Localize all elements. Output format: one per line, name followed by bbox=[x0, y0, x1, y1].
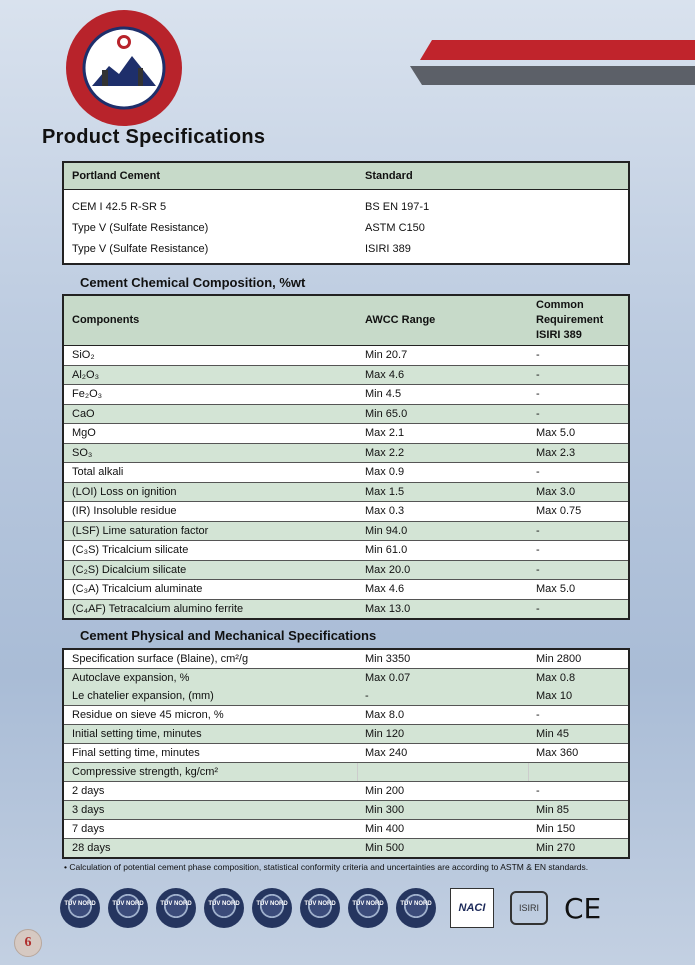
awcc-value: Max 8.0 bbox=[357, 706, 528, 725]
col-header-portland-cement: Portland Cement bbox=[63, 162, 357, 190]
awcc-value: Max 4.6 bbox=[357, 580, 528, 600]
requirement-value: Max 360 bbox=[528, 744, 629, 763]
property: 3 days bbox=[63, 801, 357, 820]
table-row bbox=[63, 763, 629, 782]
awcc-value: Min 120 bbox=[357, 725, 528, 744]
component: (LOI) Loss on ignition bbox=[63, 482, 357, 502]
tuv-certificate-icon: TÜV NORD bbox=[252, 888, 292, 928]
awcc-value: Max 0.9 bbox=[357, 463, 528, 483]
table-row bbox=[63, 782, 629, 801]
property: Le chatelier expansion, (mm) bbox=[63, 687, 357, 706]
table-row bbox=[63, 580, 629, 600]
cement-type: Type V (Sulfate Resistance) bbox=[72, 242, 209, 255]
requirement-value: - bbox=[528, 541, 629, 561]
component: Al₂O₃ bbox=[63, 365, 357, 385]
awcc-value: Max 2.1 bbox=[357, 424, 528, 444]
header-stripe-red bbox=[420, 40, 695, 60]
col-header-components: Components bbox=[63, 295, 357, 346]
requirement-value: Max 3.0 bbox=[528, 482, 629, 502]
requirement-value: Max 5.0 bbox=[528, 580, 629, 600]
table-row bbox=[63, 385, 629, 405]
property: Specification surface (Blaine), cm²/g bbox=[63, 649, 357, 669]
table-row bbox=[63, 502, 629, 522]
table-row bbox=[63, 365, 629, 385]
table-row bbox=[63, 443, 629, 463]
ce-mark-icon: CE bbox=[564, 891, 602, 925]
tuv-certificate-icon: TÜV NORD bbox=[60, 888, 100, 928]
awcc-value: - bbox=[357, 687, 528, 706]
component: (C₃A) Tricalcium aluminate bbox=[63, 580, 357, 600]
tuv-certificate-icon: TÜV NORD bbox=[204, 888, 244, 928]
requirement-value: - bbox=[528, 385, 629, 405]
tuv-certificate-icon: TÜV NORD bbox=[348, 888, 388, 928]
physical-table bbox=[62, 648, 630, 859]
table-row bbox=[63, 669, 629, 688]
awcc-value: Max 0.3 bbox=[357, 502, 528, 522]
component: (C₄AF) Tetracalcium alumino ferrite bbox=[63, 599, 357, 619]
table-row bbox=[63, 346, 629, 366]
table-row bbox=[63, 839, 629, 859]
chemical-table bbox=[62, 294, 630, 620]
tuv-certificate-icon: TÜV NORD bbox=[108, 888, 148, 928]
table-row bbox=[63, 820, 629, 839]
tuv-certificate-icon: TÜV NORD bbox=[396, 888, 436, 928]
component: SiO₂ bbox=[63, 346, 357, 366]
naci-logo-icon: NACI bbox=[450, 888, 494, 928]
property: Residue on sieve 45 micron, % bbox=[63, 706, 357, 725]
table-row bbox=[63, 482, 629, 502]
requirement-value: - bbox=[528, 560, 629, 580]
table-row bbox=[63, 521, 629, 541]
component: Total alkali bbox=[63, 463, 357, 483]
requirement-value bbox=[528, 763, 629, 782]
col-header-common-requirement: Common Requirement ISIRI 389 bbox=[528, 295, 629, 346]
awcc-value: Max 0.07 bbox=[357, 669, 528, 688]
awcc-value: Max 2.2 bbox=[357, 443, 528, 463]
standards-table bbox=[62, 161, 630, 265]
footnote bbox=[64, 862, 588, 872]
table-row bbox=[63, 404, 629, 424]
awcc-value: Min 300 bbox=[357, 801, 528, 820]
cement-type: CEM I 42.5 R-SR 5 bbox=[72, 200, 167, 213]
awcc-value: Max 4.6 bbox=[357, 365, 528, 385]
component: (IR) Insoluble residue bbox=[63, 502, 357, 522]
requirement-value: Min 45 bbox=[528, 725, 629, 744]
requirement-value: - bbox=[528, 346, 629, 366]
table-row bbox=[63, 687, 629, 706]
requirement-value: Min 2800 bbox=[528, 649, 629, 669]
awcc-value: Max 240 bbox=[357, 744, 528, 763]
property: 2 days bbox=[63, 782, 357, 801]
component: CaO bbox=[63, 404, 357, 424]
awcc-value: Max 20.0 bbox=[357, 560, 528, 580]
physical-section-title: Cement Physical and Mechanical Specifications bbox=[80, 628, 377, 643]
component: Fe₂O₃ bbox=[63, 385, 357, 405]
requirement-value: - bbox=[528, 521, 629, 541]
awcc-value: Min 94.0 bbox=[357, 521, 528, 541]
chemical-section-title: Cement Chemical Composition, %wt bbox=[80, 275, 306, 290]
requirement-value: Min 150 bbox=[528, 820, 629, 839]
certification-badges bbox=[60, 884, 601, 932]
requirement-value: - bbox=[528, 782, 629, 801]
component: (LSF) Lime saturation factor bbox=[63, 521, 357, 541]
component: (C₂S) Dicalcium silicate bbox=[63, 560, 357, 580]
requirement-value: - bbox=[528, 365, 629, 385]
requirement-value: Max 0.75 bbox=[528, 502, 629, 522]
table-row bbox=[63, 541, 629, 561]
page-title: Product Specifications bbox=[42, 126, 266, 148]
awcc-value: Min 200 bbox=[357, 782, 528, 801]
awcc-value: Min 61.0 bbox=[357, 541, 528, 561]
page-number: 6 bbox=[14, 929, 42, 957]
table-row bbox=[63, 744, 629, 763]
requirement-value: Max 10 bbox=[528, 687, 629, 706]
requirement-value: Max 5.0 bbox=[528, 424, 629, 444]
component: MgO bbox=[63, 424, 357, 444]
table-row bbox=[63, 463, 629, 483]
isiri-mark-icon: ISIRI bbox=[510, 891, 548, 925]
awcc-value: Min 4.5 bbox=[357, 385, 528, 405]
awcc-value: Min 400 bbox=[357, 820, 528, 839]
requirement-value: - bbox=[528, 404, 629, 424]
tuv-certificate-icon: TÜV NORD bbox=[156, 888, 196, 928]
requirement-value: Max 0.8 bbox=[528, 669, 629, 688]
cement-type: Type V (Sulfate Resistance) bbox=[72, 221, 209, 234]
table-row bbox=[63, 706, 629, 725]
awcc-value: Min 3350 bbox=[357, 649, 528, 669]
awcc-value: Min 500 bbox=[357, 839, 528, 859]
standard: ISIRI 389 bbox=[365, 242, 411, 255]
col-header-awcc-range: AWCC Range bbox=[357, 295, 528, 346]
table-row bbox=[63, 424, 629, 444]
property: Initial setting time, minutes bbox=[63, 725, 357, 744]
header-stripe-grey bbox=[410, 66, 695, 85]
table-row bbox=[63, 725, 629, 744]
standard: ASTM C150 bbox=[365, 221, 425, 234]
property: 28 days bbox=[63, 839, 357, 859]
bullet-icon: • bbox=[64, 862, 67, 872]
table-row bbox=[63, 649, 629, 669]
property: 7 days bbox=[63, 820, 357, 839]
requirement-value: - bbox=[528, 463, 629, 483]
awcc-value: Min 65.0 bbox=[357, 404, 528, 424]
tuv-certificate-icon: TÜV NORD bbox=[300, 888, 340, 928]
requirement-value: Max 2.3 bbox=[528, 443, 629, 463]
awcc-value: Max 13.0 bbox=[357, 599, 528, 619]
component: SO₃ bbox=[63, 443, 357, 463]
footnote-text: Calculation of potential cement phase composition, statistical conformity criteria and uncertainties are according to ASTM & EN standards. bbox=[69, 862, 589, 872]
requirement-value: - bbox=[528, 599, 629, 619]
awcc-value: Max 1.5 bbox=[357, 482, 528, 502]
awcc-value: Min 20.7 bbox=[357, 346, 528, 366]
requirement-value: Min 85 bbox=[528, 801, 629, 820]
company-logo bbox=[64, 8, 184, 128]
col-header-standard: Standard bbox=[357, 162, 629, 190]
property: Compressive strength, kg/cm² bbox=[63, 763, 357, 782]
table-row bbox=[63, 599, 629, 619]
standard: BS EN 197-1 bbox=[365, 200, 430, 213]
awcc-value bbox=[357, 763, 528, 782]
property: Final setting time, minutes bbox=[63, 744, 357, 763]
requirement-value: - bbox=[528, 706, 629, 725]
table-row bbox=[63, 560, 629, 580]
requirement-value: Min 270 bbox=[528, 839, 629, 859]
table-row bbox=[63, 801, 629, 820]
component: (C₃S) Tricalcium silicate bbox=[63, 541, 357, 561]
property: Autoclave expansion, % bbox=[63, 669, 357, 688]
